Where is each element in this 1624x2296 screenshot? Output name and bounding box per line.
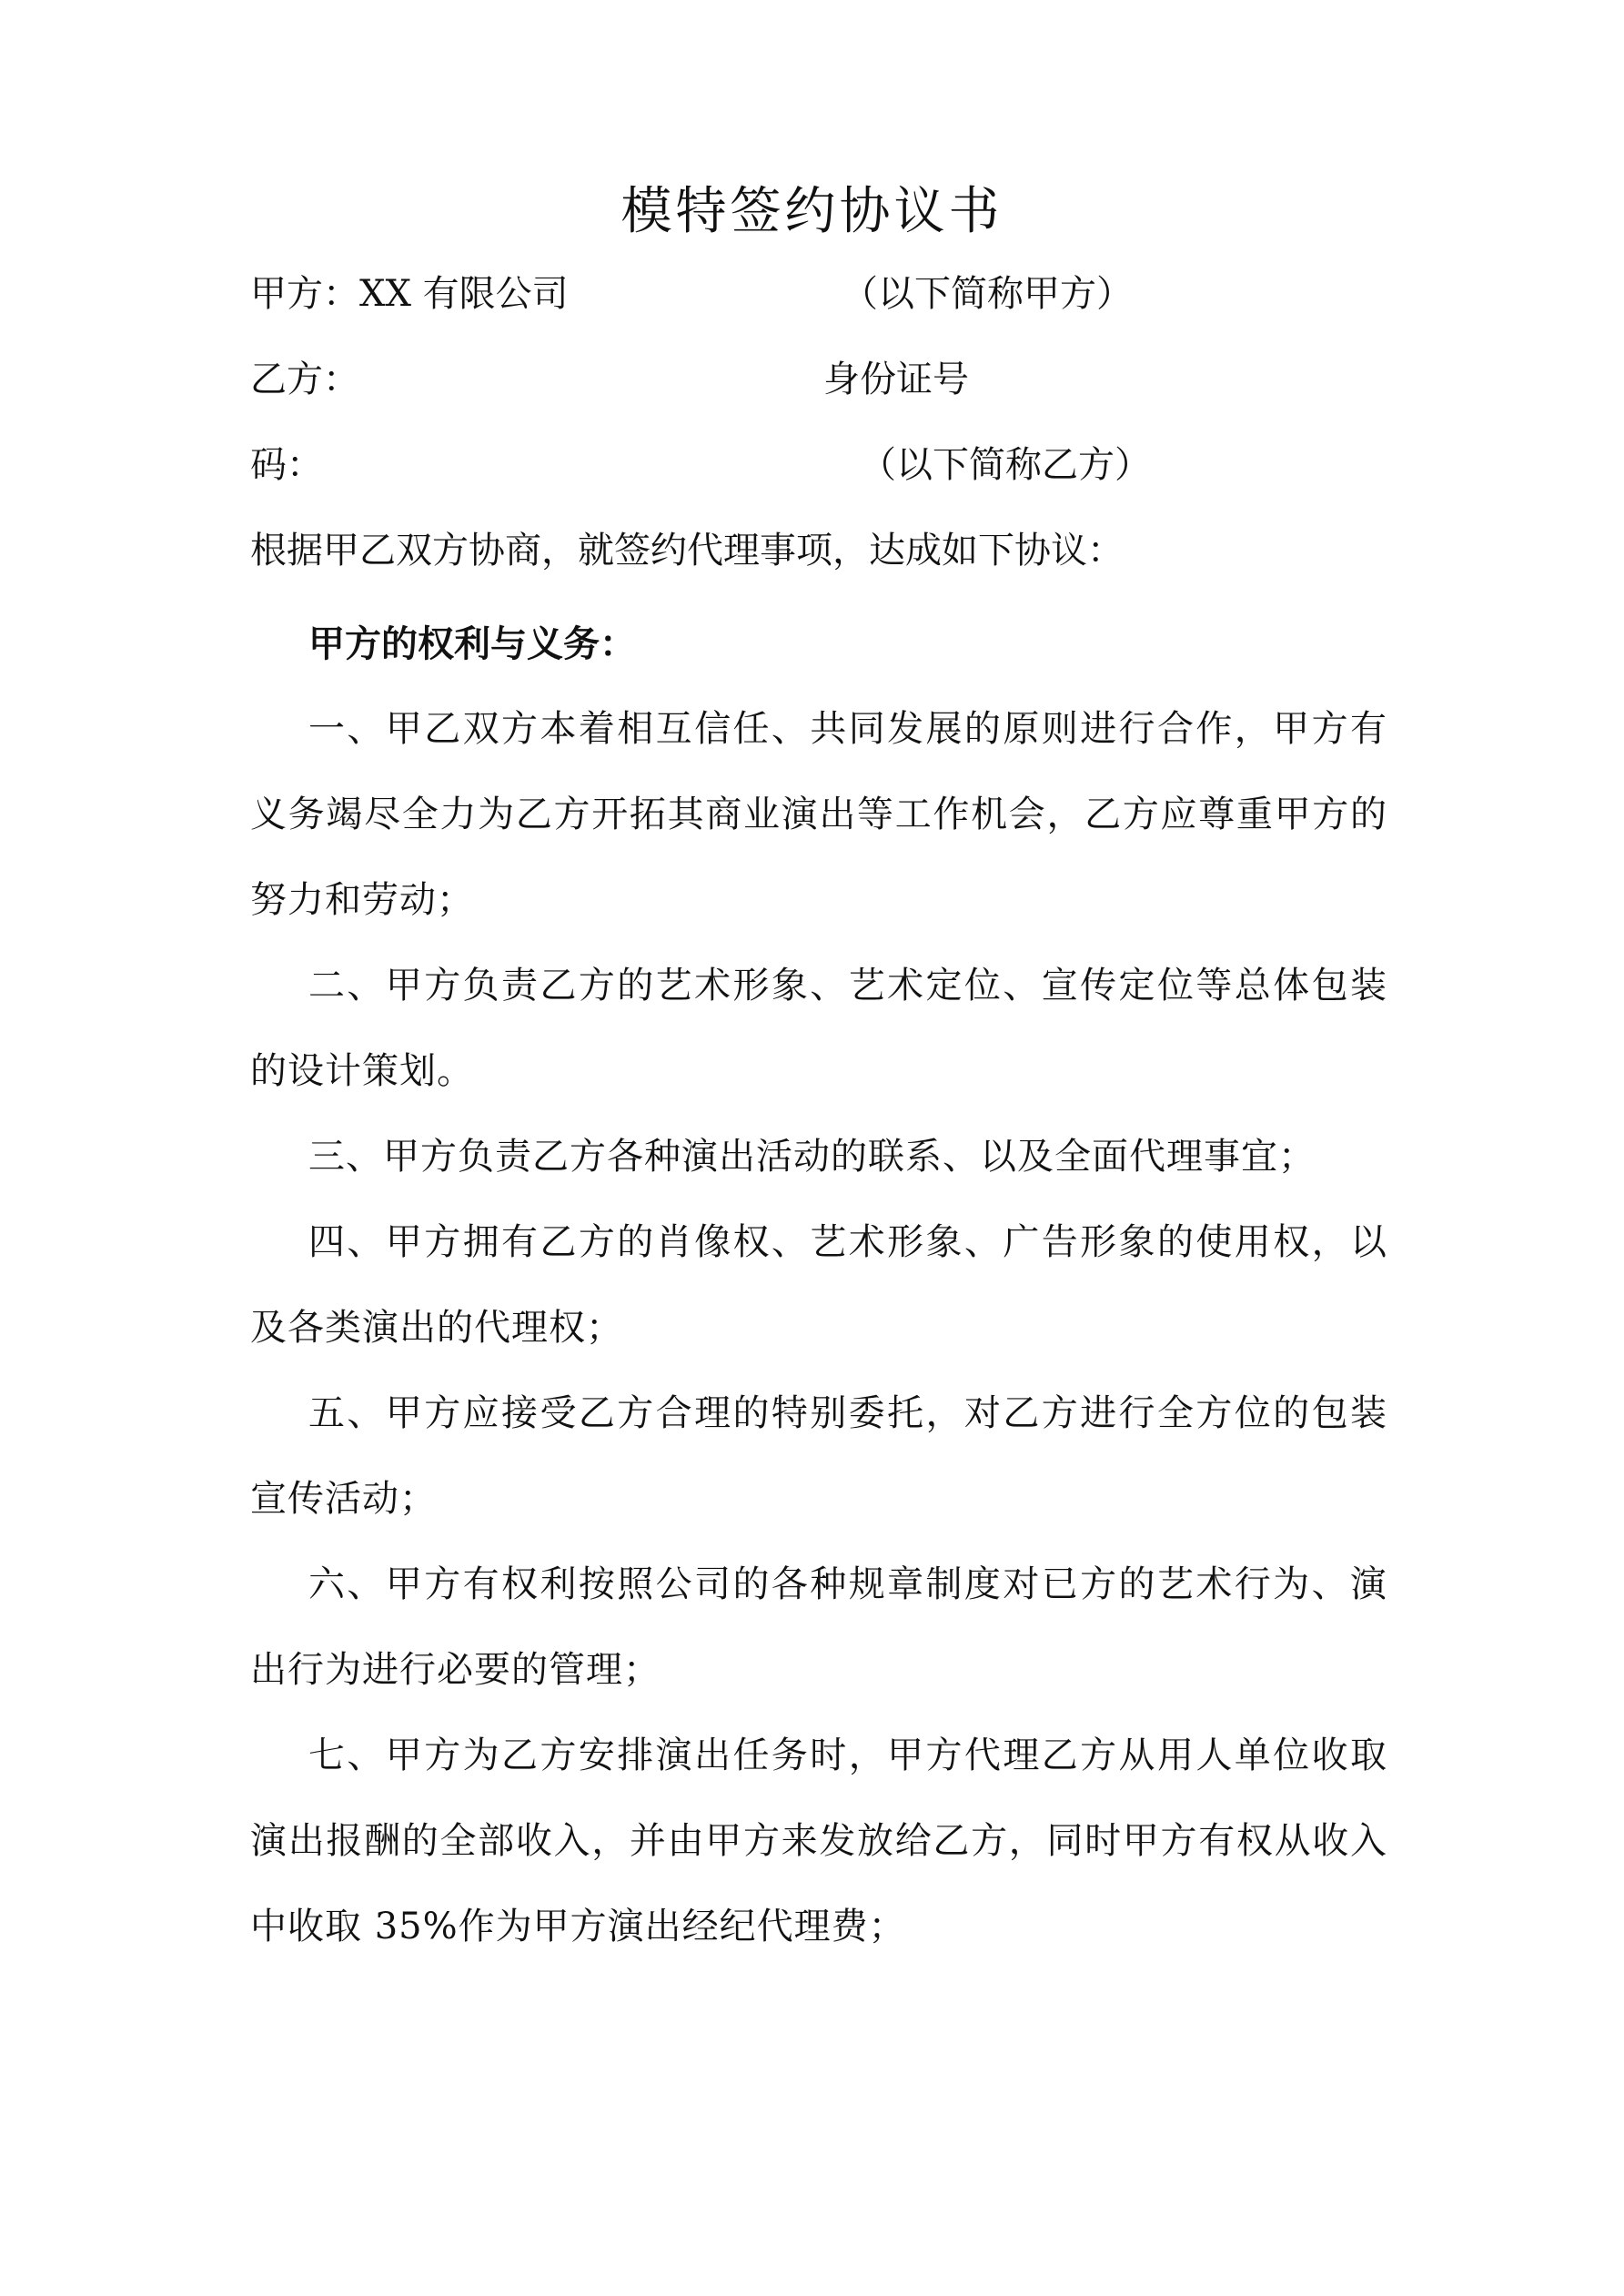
clause-5: 五、甲方应接受乙方合理的特别委托，对乙方进行全方位的包装宣传活动； [250, 1392, 1387, 1520]
party-b-note: （以下简称乙方） [860, 444, 1151, 486]
clause-1: 一、甲乙双方本着相互信任、共同发展的原则进行合作，甲方有义务竭尽全力为乙方开拓其商业演出等工作机会，乙方应尊重甲方的努力和劳动； [250, 708, 1387, 921]
party-a-label: 甲方：XX 有限公司 [250, 273, 569, 315]
party-b-label: 乙方： [250, 359, 359, 400]
party-a-note: （以下简称甲方） [842, 273, 1133, 315]
document-title: 模特签约协议书 [620, 182, 1004, 241]
clause-6: 六、甲方有权利按照公司的各种规章制度对已方的艺术行为、演出行为进行必要的管理； [250, 1563, 1387, 1691]
clause-2: 二、甲方负责乙方的艺术形象、艺术定位、宣传定位等总体包装的设计策划。 [250, 965, 1387, 1092]
preamble: 根据甲乙双方协商，就签约代理事项，达成如下协议： [250, 530, 1124, 571]
id-number-label: 身份证号 [823, 359, 969, 400]
section-heading: 甲方的权利与义务： [308, 623, 636, 665]
id-number-continuation: 码： [250, 444, 323, 486]
clause-3: 三、甲方负责乙方各种演出活动的联系、以及全面代理事宜； [308, 1136, 1316, 1178]
clause-7: 七、甲方为乙方安排演出任务时，甲方代理乙方从用人单位收取演出报酬的全部收入，并由甲方来发放给乙方，同时甲方有权从收入中收取 35%作为甲方演出经纪代理费； [250, 1735, 1387, 1947]
clause-4: 四、甲方拥有乙方的肖像权、艺术形象、广告形象的使用权，以及各类演出的代理权； [250, 1221, 1387, 1349]
